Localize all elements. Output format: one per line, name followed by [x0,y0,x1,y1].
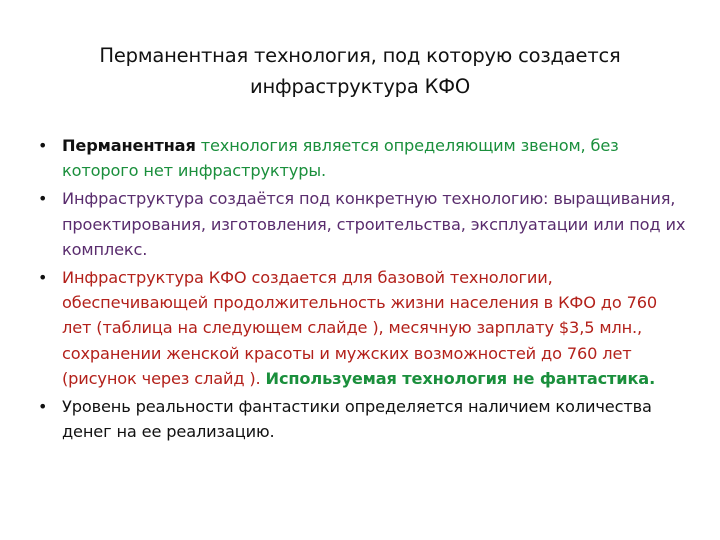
bullet-emphasis-text: Используемая технология не фантастика. [265,368,656,388]
slide-title: Перманентная технология, под которую создается инфраструктура КФО [99,44,621,98]
bullet-item-kfo [38,265,688,391]
bullet-list [38,133,688,447]
bullet-item-permanent [38,133,688,183]
bullet-text: Уровень реальности фантастики определяется наличием количества денег на ее реализацию. [62,397,652,442]
bullet-item-reality [38,394,688,444]
bullet-text: Инфраструктура КФО создается для базовой технологии, обеспечивающей продолжительность жизни населения в КФО до 760 лет (таблица на следующем слайде ), месячную зарплату $3,5 млн., сохранении женской красоты и мужских возможностей до 760 лет (рисунок через слайд ). [62,268,658,388]
bullet-marker: • [38,397,48,417]
bullet-text: Инфраструктура создаётся под конкретную технологию: выращивания, проектирования, изготовления, строительства, эксплуатации или под их комплекс. [62,189,686,259]
bullet-marker: • [38,136,48,155]
bullet-lead-text: Перманентная [62,136,196,155]
bullet-item-infrastructure [38,186,688,262]
bullet-text: технология является определяющим звеном, без которого нет инфраструктуры. [62,136,619,181]
bullet-marker: • [38,189,48,209]
bullet-marker: • [38,268,48,288]
